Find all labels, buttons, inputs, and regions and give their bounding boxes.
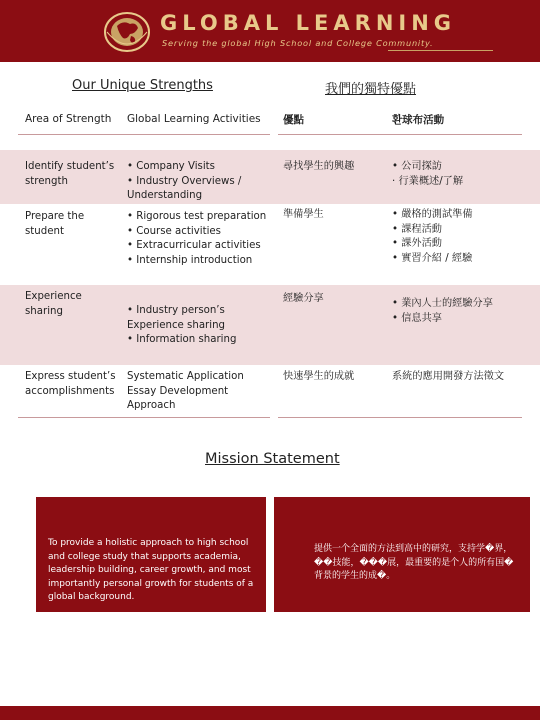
activity-item: • Information sharing: [127, 334, 237, 345]
column-header-zh-area: 優點: [283, 114, 304, 126]
table-row-1-zh-area: 尋找學生的興趣: [283, 161, 355, 172]
activity-item: • Company Visits: [127, 161, 215, 172]
header-banner: [0, 0, 540, 62]
table-row-4-zh-area: 快速學生的成就: [283, 371, 355, 382]
zh-activity-item: • 公司探訪: [392, 161, 442, 172]
zh-activity-item: · 行業概述/了解: [392, 175, 464, 187]
strengths-title-zh: 我們的獨特優點: [325, 82, 417, 97]
table-row-3-zh-activities: [392, 297, 527, 326]
table-row-4-zh-activities: 系統的應用開發方法徵文: [392, 371, 505, 382]
column-header-activities: Global Learning Activities: [127, 113, 261, 125]
table-row-2-activities: [127, 210, 267, 268]
table-bottom-rule-zh: [278, 417, 522, 418]
globe-logo-icon: [103, 10, 151, 54]
zh-activity-item: • 業內人士的經驗分享: [392, 298, 493, 309]
table-row-1-area: Identify student’s strength: [25, 161, 115, 187]
mission-statement-en: To provide a holistic approach to high school and college study that supports academia, leadership building, career growth, and most importantly personal growth for students of a global background.: [36, 497, 266, 612]
table-row-4-activities: Systematic Application Essay Development Approach: [127, 371, 244, 411]
mission-title: Mission Statement: [205, 451, 340, 467]
zh-activity-item: • 實習介紹 / 經驗: [392, 252, 473, 264]
brand-name: GLOBAL LEARNING: [160, 11, 457, 35]
table-header-rule-zh: [278, 134, 522, 135]
activity-item: • Extracurricular activities: [127, 240, 261, 251]
header-rule: [388, 50, 493, 51]
table-row-2-area: Prepare the student: [25, 211, 85, 237]
tagline: Serving the global High School and College Community.: [162, 38, 434, 48]
activity-item: • Industry Overviews / Understanding: [127, 175, 242, 201]
zh-activity-item: • 課外活動: [392, 238, 442, 249]
activity-item: • Course activities: [127, 225, 221, 237]
mission-statement-zh: 提供一个全面的方法到高中的研究，支持学�界，��技能，���展，最重要的是个人的所有国�背景的学生的成�。: [274, 497, 530, 612]
table-row-3-area: Experience sharing: [25, 291, 82, 317]
zh-activity-item: • 嚴格的測試準備: [392, 209, 473, 220]
table-row-3-zh-area: 經驗分享: [283, 293, 324, 304]
table-row-2-zh-area: 準備學生: [283, 209, 324, 220]
strengths-title-en: Our Unique Strengths: [72, 78, 213, 93]
activity-item: • Rigorous test preparation: [127, 211, 267, 222]
activity-item: • Internship introduction: [127, 254, 253, 266]
table-header-rule-en: [18, 134, 270, 135]
zh-activity-item: • 信息共享: [392, 312, 442, 324]
table-row-3-activities: [127, 304, 267, 348]
zh-activity-item: • 課程活動: [392, 223, 442, 235]
table-bottom-rule-en: [18, 417, 270, 418]
table-row-4-area: Express student’s accomplishments: [25, 371, 116, 397]
footer-bar: [0, 706, 540, 720]
column-header-area: Area of Strength: [25, 113, 112, 125]
activity-item: • Industry person’s Experience sharing: [127, 305, 225, 331]
table-row-2-zh-activities: [392, 208, 522, 266]
table-row-1-zh-activities: [392, 160, 522, 189]
column-header-zh-activities: 환球布活動: [392, 114, 445, 126]
table-row-1-activities: [127, 160, 267, 204]
